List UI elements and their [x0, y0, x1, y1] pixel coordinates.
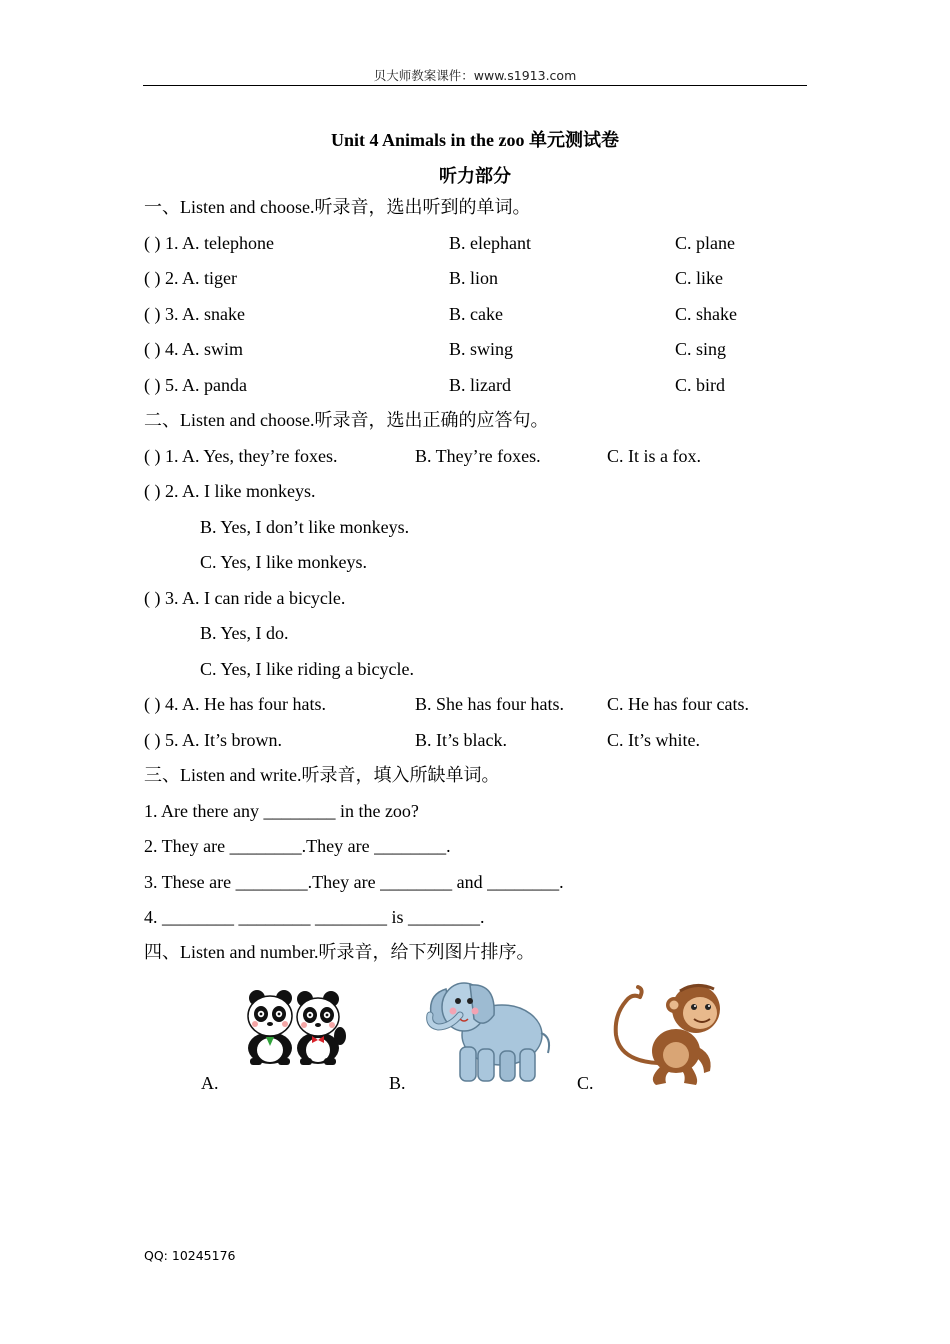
page-title: Unit 4 Animals in the zoo 单元测试卷	[330, 130, 620, 150]
s1-q4-option-a: ( ) 4. A. swim	[144, 339, 243, 359]
s1-q2-option-b: B. lion	[449, 268, 499, 288]
s1-q1-option-b: B. elephant	[449, 233, 531, 253]
section4-heading: 四、Listen and number.听录音，给下列图片排序。	[144, 942, 535, 962]
s3-line-2: 2. They are ________.They are ________.	[144, 836, 451, 856]
monkey-picture	[610, 975, 734, 1089]
s2-q2-option-c: C. Yes, I like monkeys.	[200, 552, 368, 572]
s3-line-4: 4. ________ ________ ________ is ________.	[144, 907, 485, 927]
monkey-icon	[616, 985, 720, 1085]
s2-q5-option-b: B. It’s black.	[415, 730, 507, 750]
s2-q4-option-b: B. She has four hats.	[415, 694, 564, 714]
s1-q2-option-c: C. like	[675, 268, 723, 288]
page-header: 贝大师教案课件：www.s1913.com	[373, 68, 577, 83]
s1-q1-option-c: C. plane	[675, 233, 735, 253]
section3-heading: 三、Listen and write.听录音，填入所缺单词。	[144, 765, 500, 785]
s1-q5-option-b: B. lizard	[449, 375, 511, 395]
s2-q4-option-c: C. He has four cats.	[607, 694, 749, 714]
s1-q1-option-a: ( ) 1. A. telephone	[144, 233, 274, 253]
s2-q3-option-b: B. Yes, I do.	[200, 623, 289, 643]
s3-line-1: 1. Are there any ________ in the zoo?	[144, 801, 419, 821]
s2-q3-option-a: ( ) 3. A. I can ride a bicycle.	[144, 588, 346, 608]
s2-q1-option-c: C. It is a fox.	[607, 446, 701, 466]
s2-q5-option-c: C. It’s white.	[607, 730, 700, 750]
page-footer: QQ: 10245176	[144, 1248, 236, 1263]
panda-right-icon	[297, 991, 346, 1065]
picture-label-b: B.	[389, 1073, 406, 1093]
s2-q5-option-a: ( ) 5. A. It’s brown.	[144, 730, 282, 750]
s2-q4-option-a: ( ) 4. A. He has four hats.	[144, 694, 326, 714]
s2-q1-option-a: ( ) 1. A. Yes, they’re foxes.	[144, 446, 338, 466]
s3-line-3: 3. These are ________.They are ________ and ________.	[144, 872, 564, 892]
elephant-icon	[430, 983, 549, 1081]
section1-heading: 一、Listen and choose.听录音，选出听到的单词。	[144, 197, 531, 217]
picture-label-c: C.	[577, 1073, 594, 1093]
s1-q3-option-c: C. shake	[675, 304, 737, 324]
s1-q3-option-b: B. cake	[449, 304, 503, 324]
section2-heading: 二、Listen and choose.听录音，选出正确的应答句。	[144, 410, 549, 430]
s2-q3-option-c: C. Yes, I like riding a bicycle.	[200, 659, 414, 679]
picture-label-a: A.	[201, 1073, 219, 1093]
s1-q5-option-c: C. bird	[675, 375, 726, 395]
s1-q4-option-c: C. sing	[675, 339, 727, 359]
s1-q5-option-a: ( ) 5. A. panda	[144, 375, 247, 395]
s2-q1-option-b: B. They’re foxes.	[415, 446, 541, 466]
s2-q2-option-b: B. Yes, I don’t like monkeys.	[200, 517, 410, 537]
page-subtitle: 听力部分	[439, 166, 511, 186]
panda-left-icon	[248, 990, 292, 1065]
s1-q4-option-b: B. swing	[449, 339, 514, 359]
s2-q2-option-a: ( ) 2. A. I like monkeys.	[144, 481, 316, 501]
header-rule	[143, 85, 807, 86]
s1-q2-option-a: ( ) 2. A. tiger	[144, 268, 237, 288]
s1-q3-option-a: ( ) 3. A. snake	[144, 304, 245, 324]
elephant-picture	[420, 975, 554, 1089]
panda-picture	[242, 988, 348, 1066]
